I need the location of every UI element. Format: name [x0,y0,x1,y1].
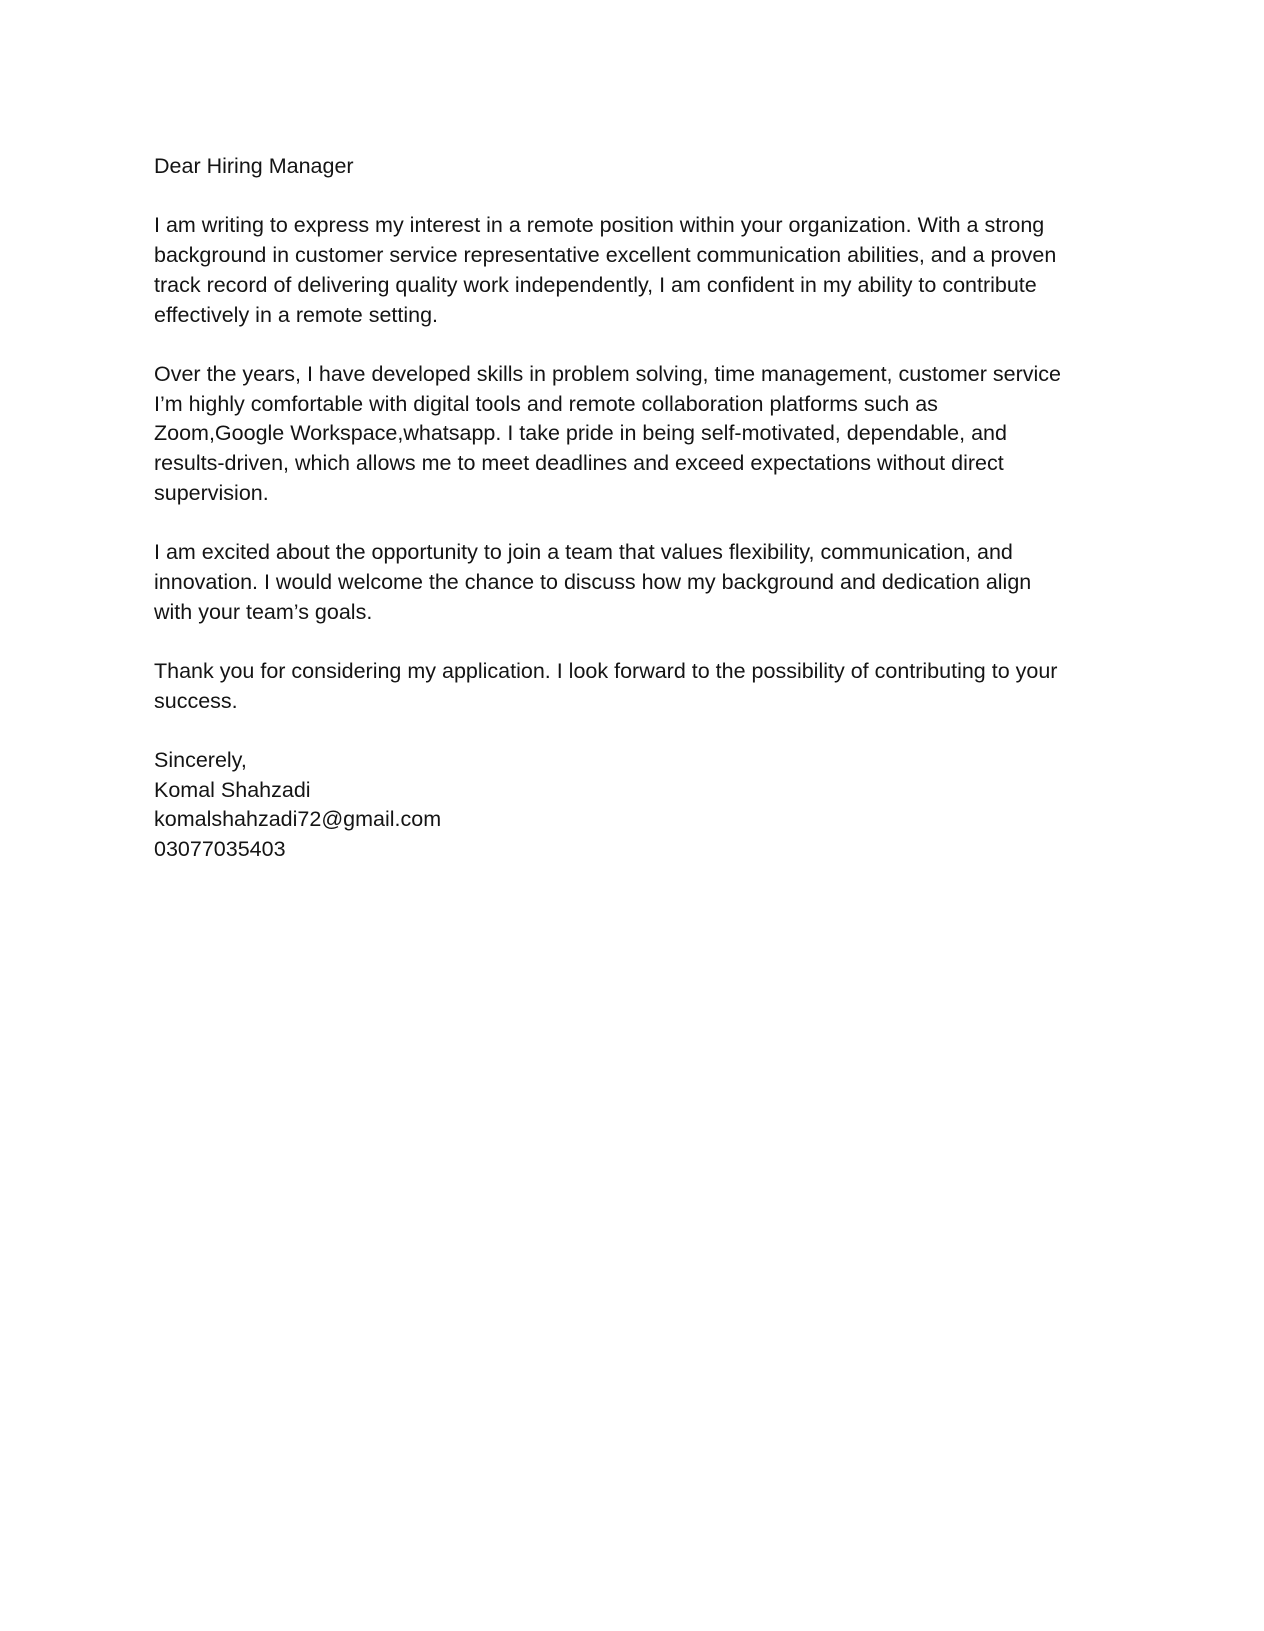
salutation: Dear Hiring Manager [154,154,354,178]
cover-letter [154,152,1114,865]
sender-phone: 03077035403 [154,837,286,862]
body-paragraph-4: Thank you for considering my application. I look forward to the possibility of contributing to your success. [154,658,1058,713]
sender-email: komalshahzadi72@gmail.com [154,807,442,832]
body-paragraph-1: I am writing to express my interest in a remote position within your organization. With a strong background in customer service representative excellent communication abilities, and a proven track record of delivering quality work independently, I am confident in my ability to contribute effectively in a remote setting. [154,213,1057,327]
sender-name: Komal Shahzadi [154,777,311,802]
signature-block [154,746,1114,865]
body-paragraph-3: I am excited about the opportunity to join a team that values flexibility, communication, and innovation. I would welcome the chance to discuss how my background and dedication align with your team’s goals. [154,540,1032,624]
body-paragraph-2: Over the years, I have developed skills in problem solving, time management, customer service I’m highly comfortable with digital tools and remote collaboration platforms such as Zoom,Google Workspace,whatsapp. I take pride in being self-motivated, dependable, and results-driven, which allows me to meet deadlines and exceed expectations without direct supervision. [154,361,1061,505]
closing-line: Sincerely, [154,747,247,772]
